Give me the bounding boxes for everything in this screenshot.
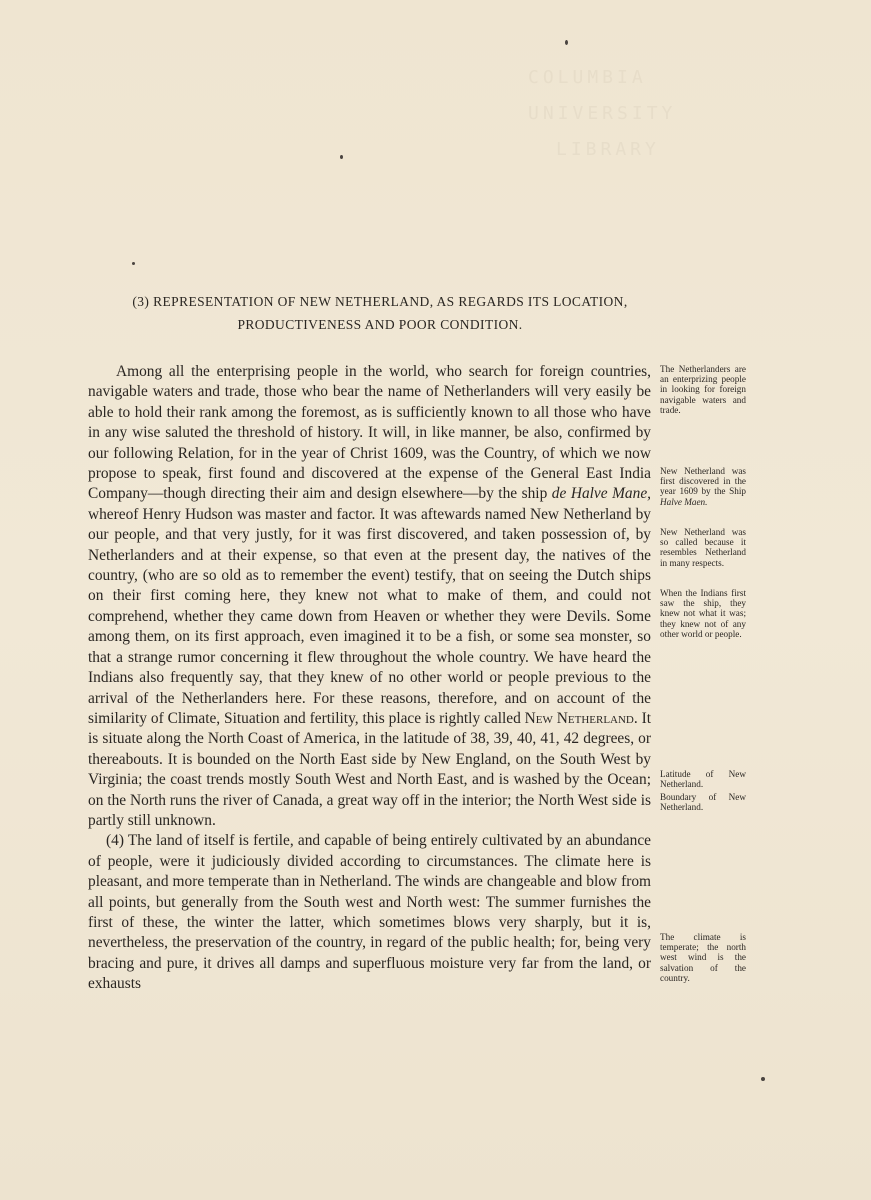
paragraph-3-text-b: whereof Henry Hudson was master and factor. It was aftewards named New Netherland by our people, and that very justly, for it was first discovered, and taken possession of, by Netherlanders and at their expense, so that even at the present day, the natives of the country, (who are so old as to remember the event) testify, that on seeing the Dutch ships on their first coming here, they knew not what to make of them, and could not comprehend, whether they came down from Heaven or whether they were Devils. Some among them, on its first approach, even imagined it to be a fish, or some sea monster, so that a strange rumor concerning it flew throughout the whole country. We have heard the Indians also frequently say, that they knew of no other world or people previous to the arrival of the Netherlanders here. For these reasons, therefore, and on account of the similarity of Climate, Situation and fertility, this place is rightly called (88, 505, 651, 727)
ship-name: de Halve Mane, (551, 485, 651, 503)
library-stamp (528, 60, 728, 170)
paragraph-3-text-c: It is situate along the North Coast of America, in the latitude of 38, 39, 40, 41, 42 degrees, or thereabouts. It is bounded on the North East side by New England, on the South West by Virginia; the coast trends mostly South West and North East, and is washed by the Ocean; on the North runs the river of Canada, a great way off in the interior; the North West side is partly still unknown. (88, 709, 652, 829)
body-text (88, 362, 651, 995)
ink-speck (761, 1077, 765, 1081)
margin-note-discovery (660, 466, 746, 507)
stamp-line-2: UNIVERSITY (528, 103, 677, 124)
margin-note-enterprising: The Netherlanders are an enterprizing people in looking for foreign navigable waters and trade. (660, 364, 746, 415)
paragraph-3 (88, 362, 651, 831)
paragraph-3-text-a: Among all the enterprising people in the world, who search for foreign countries, navigable waters and trade, those who bear the name of Netherlanders will very easily be able to hold their rank among the foremost, as is sufficiently known to all those who have in any wise saluted the threshold of history. It will, in like manner, be also, confirmed by our following Relation, for in the year of Christ 1609, was the Country, of which we now propose to speak, first found and discovered at the expense of the General East India Company—though directing their aim and design elsewhere—by the ship (88, 363, 651, 503)
margin-note-climate: The climate is temperate; the north west wind is the salvation of the country. (660, 932, 746, 983)
section-heading-line-1: (3) REPRESENTATION OF NEW NETHERLAND, AS REGARDS ITS LOCATION, (132, 294, 628, 309)
section-heading-line-2: PRODUCTIVENESS AND POOR CONDITION. (237, 317, 523, 332)
ink-speck (565, 40, 568, 45)
margin-note-discovery-text: New Netherland was first discovered in the year 1609 by the Ship (660, 466, 746, 497)
ink-speck (340, 155, 343, 159)
margin-note-boundary: Boundary of New Netherland. (660, 792, 746, 813)
stamp-line-1: COLUMBIA (528, 67, 647, 88)
country-name: New Netherland. (524, 709, 638, 727)
margin-note-ship-name: Halve Maen. (660, 496, 708, 507)
margin-note-indians: When the Indians first saw the ship, they knew not what it was; they knew not of any other world or people. (660, 588, 746, 639)
stamp-line-3: LIBRARY (556, 139, 660, 160)
margin-note-latitude: Latitude of New Netherland. (660, 769, 746, 790)
ink-speck (132, 262, 135, 265)
margin-note-naming: New Netherland was so called because it resembles Netherland in many respects. (660, 527, 746, 568)
paragraph-4: (4) The land of itself is fertile, and capable of being entirely cultivated by an abundance of people, were it judiciously divided according to circumstances. The climate here is pleasant, and more temperate than in Netherland. The winds are changeable and blow from all points, but generally from the South west and North west: The summer furnishes the first of these, the winter the latter, which sometimes blows very sharply, but it is, nevertheless, the preservation of the country, in regard of the public health; for, being very bracing and pure, it drives all damps and superfluous moisture very far from the land, or exhausts (88, 832, 651, 993)
